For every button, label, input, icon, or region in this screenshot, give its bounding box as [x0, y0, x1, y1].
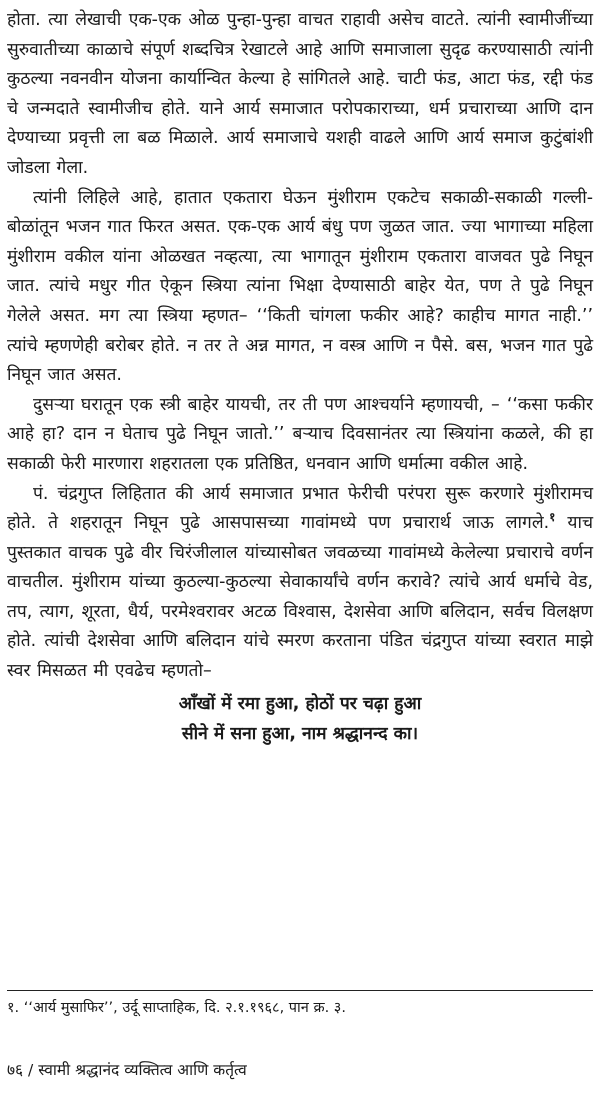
body-paragraph-2: त्यांनी लिहिले आहे, हातात एकतारा घेऊन मुंशीराम एकटेच सकाळी-सकाळी गल्ली-बोळांतून भजन गात फिरत असत. एक-एक आर्य बंधु पण जुळत जात. ज्या भागाच्या महिला मुंशीराम वकील यांना ओळखत नव्हत्या, त्या भागातून मुंशीराम एकतारा वाजवत पुढे निघून जात. त्यांचे मधुर गीत ऐकून स्त्रिया त्यांना भिक्षा देण्यासाठी बाहेर येत, पण ते पुढे निघून गेलेले असत. मग त्या स्त्रिया म्हणत– ‘‘किती चांगला फकीर आहे? काहीच मागत नाही.’’ त्यांचे म्हणणेही बरोबर होते. न तर ते अन्न मागत, न वस्त्र आणि न पैसे. बस, भजन गात पुढे निघून जात असत.: [7, 187, 593, 386]
page-footer: ७६ / स्वामी श्रद्धानंद व्यक्तित्व आणि कर्तृत्व: [7, 1061, 247, 1079]
verse-line-1: आँखों में रमा हुआ, होठों पर चढ़ा हुआ: [178, 693, 422, 714]
body-paragraph-4: [7, 480, 593, 687]
verse-line-2: सीने में सना हुआ, नाम श्रद्धानन्द का।: [181, 723, 419, 744]
body-paragraph-1: होता. त्या लेखाची एक-एक ओळ पुन्हा-पुन्हा वाचत राहावी असेच वाटते. त्यांनी स्वामीजींच्या सुरुवातीच्या काळाचे संपूर्ण शब्दचित्र रेखाटले आहे आणि समाजाला सुदृढ करण्यासाठी त्यांनी कुठल्या नवनवीन योजना कार्यान्वित केल्या हे सांगितले आहे. चाटी फंड, आटा फंड, रद्दी फंड चे जन्मदाते स्वामीजीच होते. याने आर्य समाजात परोपकाराच्या, धर्म प्रचाराच्या आणि दान देण्याच्या प्रवृत्ती ला बळ मिळाले. आर्य समाजाचे यशही वाढले आणि आर्य समाज कुटुंबांशी जोडला गेला.: [7, 10, 593, 178]
verse-block: [7, 689, 593, 749]
body-paragraph-3: दुसऱ्या घरातून एक स्त्री बाहेर यायची, तर ती पण आश्चर्याने म्हणायची, – ‘‘कसा फकीर आहे हा? दान न घेताच पुढे निघून जातो.’’ बऱ्याच दिवसानंतर त्या स्त्रियांना कळले, की हा सकाळी फेरी मारणारा शहरातला एक प्रतिष्ठित, धनवान आणि धर्मात्मा वकील आहे.: [7, 394, 593, 474]
footnote-text: १. ‘‘आर्य मुसाफिर’’, उर्दू साप्ताहिक, दि. २.१.१९६८, पान क्र. ३.: [7, 1000, 346, 1016]
footnote-reference-mark[interactable]: १: [549, 510, 556, 525]
footnote-divider: [7, 990, 593, 991]
paragraph-4-text-before-ref: पं. चंद्रगुप्त लिहितात की आर्य समाजात प्रभात फेरीची परंपरा सुरू करणारे मुंशीरामच होते. ते शहरातून निघून पुढे आसपासच्या गावांमध्ये पण प्रचारार्थ जाऊ लागले.: [7, 483, 593, 534]
paragraph-4-text-after-ref: याच पुस्तकात वाचक पुढे वीर चिरंजीलाल यांच्यासोबत जवळच्या गावांमध्ये केलेल्या प्रचाराचे वर्णन वाचतील. मुंशीराम यांच्या कुठल्या-कुठल्या सेवाकार्यांचे वर्णन करावे? त्यांचे आर्य धर्माचे वेड, तप, त्याग, शूरता, धैर्य, परमेश्वरावर अटळ विश्वास, देशसेवा आणि बलिदान, सर्वच विलक्षण होते. त्यांची देशसेवा आणि बलिदान यांचे स्मरण करताना पंडित चंद्रगुप्त यांच्या स्वरात माझे स्वर मिसळत मी एवढेच म्हणतो–: [7, 513, 593, 682]
